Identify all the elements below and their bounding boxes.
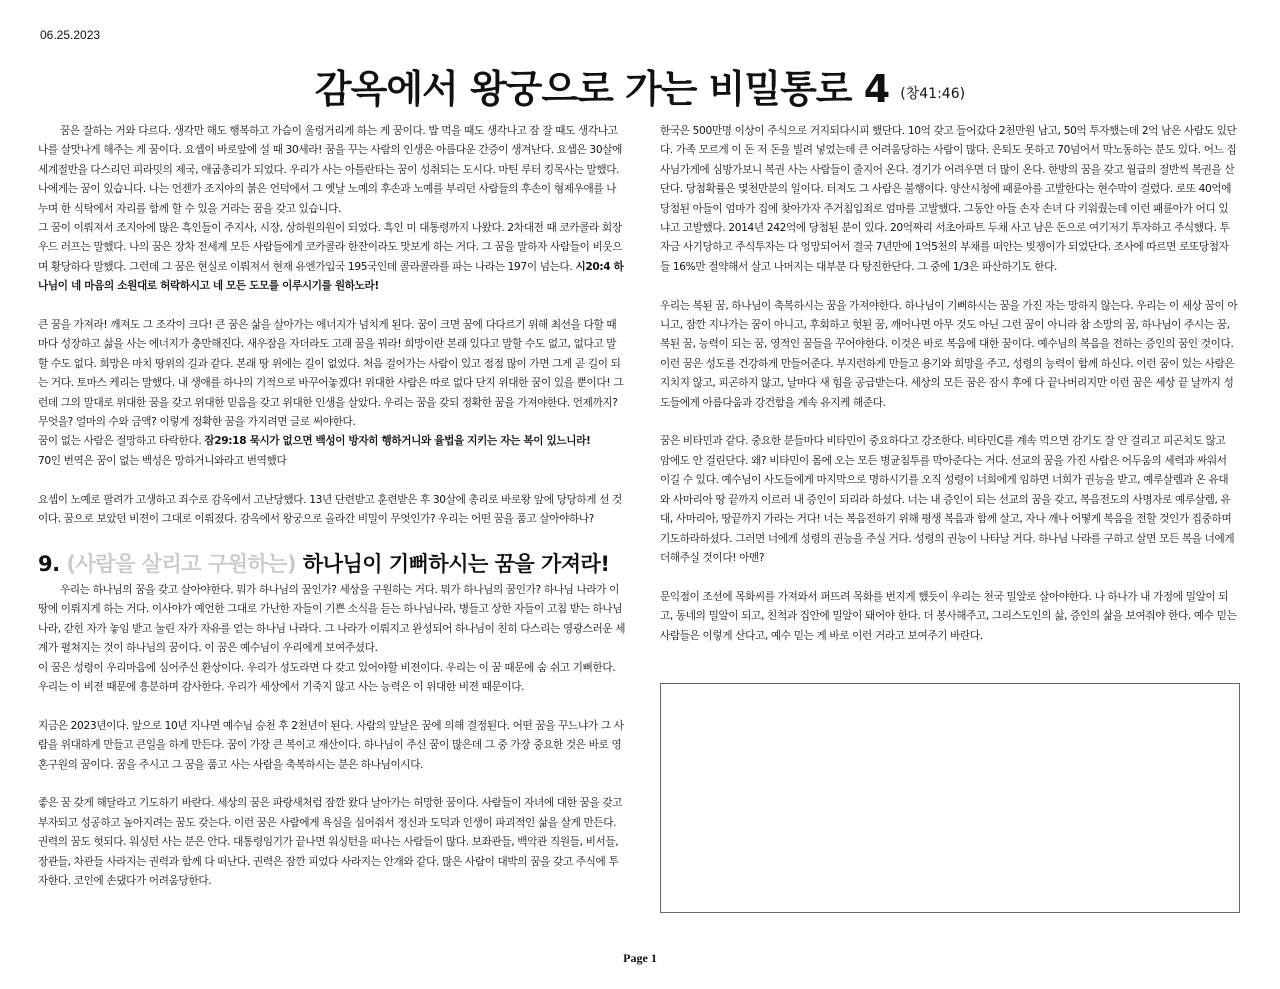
- page-title: 감옥에서 왕궁으로 가는 비밀통로 4: [314, 67, 890, 111]
- paragraph-text: 그 꿈이 이뤄져서 조지아에 많은 흑인들이 주지사, 시장, 상하원의원이 되었다. 흑인 미 대통령까지 나왔다. 2차대전 때 코카콜라 회장 우드 러프는 말했다. 나의 꿈은 장차 전세계 모든 사람들에게 코카콜라 한잔이라도 맛보게 하는 거다. 그 꿈을 말하자 사람들이 비웃으며 황당하다 말했다. 그런데 그 꿈은 현실로 이뤄져서 현재 유엔가입국 195국인데 콜라콜라를 파는 나라는 197이 넘는다.: [38, 222, 623, 273]
- heading-parenthetical: (사람을 살리고 구원하는): [66, 551, 297, 576]
- scripture-reference: (창41:46): [900, 86, 966, 102]
- paragraph: [38, 219, 626, 297]
- heading-number: 9.: [38, 551, 60, 576]
- paragraph-text: 꿈이 없는 사람은 절망하고 타락한다.: [38, 435, 202, 448]
- paragraph: 요셉이 노예로 팔려가 고생하고 죄수로 감옥에서 고난당했다. 13년 단련받고 훈련받은 후 30살에 총리로 바로왕 앞에 당당하게 선 것이다. 꿈으로 보았던 비젼이 그대로 이뤄졌다. 감옥에서 왕궁으로 올라간 비밀이 무엇인가? 우리는 어떤 꿈을 품고 살아야하나?: [38, 493, 622, 526]
- paragraph: 큰 꿈을 가져라! 깨져도 그 조각이 크다! 큰 꿈은 삶을 살아가는 에너지가 넘치게 된다. 꿈이 크면 꿈에 다다르기 위해 최선을 다할 때마다 성장하고 삶을 사는 에너지가 충만해진다. 새우잠을 자더라도 고래 꿈을 꿔라! 희망이란 본래 있다고 말할 수도 없고, 없다고 말할 수도 없다. 희망은 마치 땅위의 길과 같다. 본래 땅 위에는 길이 없었다. 처음 걸어가는 사람이 있고 점점 많이 가면 그게 곧 길이 되는 거다. 토마스 케리는 말했다. 내 생애를 하나의 기적으로 바꾸어놓겠다! 위대한 사람은 따로 없다 단지 위대한 꿈이 있을 뿐이다! 그런데 그의 말대로 위대한 꿈을 갖고 위대한 믿음을 갖고 위대한 인생을 살았다. 우리는 꿈을 갖되 정확한 꿈을 가져야한다. 언제까지? 무엇을? 얼마의 수와 금액? 이렇게 정확한 꿈을 가지려면 글로 써야한다.: [38, 319, 624, 429]
- left-column: [38, 122, 626, 911]
- paragraph: 지금은 2023년이다. 앞으로 10년 지나면 예수님 승천 후 2천년이 된다. 사람의 앞날은 꿈에 의해 결정된다. 어떤 꿈을 꾸느냐가 그 사람을 위대하게 만들고 큰일을 하게 만든다. 꿈이 가장 큰 복이고 재산이다. 하나님이 주신 꿈이 많은데 그 중 가장 중요한 것은 바로 영혼구원의 꿈이다. 꿈을 주시고 그 꿈을 품고 사는 사람을 축복하시는 분은 하나님이시다.: [38, 719, 624, 771]
- paragraph: 이 꿈은 성령이 우리마음에 심어주신 환상이다. 우리가 성도라면 다 갖고 있어야할 비젼이다. 우리는 이 꿈 때문에 숨 쉬고 기뻐한다. 우리는 이 비젼 때문에 흥분하며 감사한다. 우리가 세상에서 기죽지 않고 사는 능력은 이 위대한 비젼 때문이다.: [38, 661, 616, 693]
- title-block: [0, 58, 1280, 113]
- paragraph: 70인 번역은 꿈이 없는 백성은 망하거니와라고 번역했다: [38, 454, 287, 467]
- paragraph: 문익점이 조선에 목화씨를 가져와서 퍼뜨려 목화를 번지게 했듯이 우리는 천국 밀알로 살아야한다. 나 하나가 내 가정에 밀알이 되고, 동네의 밀알이 되고, 친척과 집안에 밀알이 돼어야 한다. 더 봉사해주고, 그리스도인의 삶, 증인의 삶을 보여줘야 한다. 예수 믿는 사람들은 이렇게 산다고, 예수 믿는 게 바로 이런 거라고 보여주기 바란다.: [660, 590, 1237, 642]
- section-heading: [38, 549, 626, 579]
- right-column: [660, 122, 1238, 665]
- paragraph: 꿈은 잘하는 거와 다르다. 생각만 해도 행복하고 가슴이 울렁거리게 하는 게 꿈이다. 밥 먹을 때도 생각나고 잠 잘 때도 생각나고 나를 살맛나게 해주는 게 꿈이다. 요셉이 바로앞에 설 때 30세라! 꿈을 꾸는 사람의 인생은 아름다운 간증이 생겨난다. 요셉은 30살에 세계절반을 다스리던 피라밋의 제국, 애굽총리가 되었다. 우리가 사는 아틀란타는 꿈이 성취되는 도시다. 마틴 루터 킹목사는 말했다. 나에게는 꿈이 있습니다. 나는 언젠가 조지아의 붉은 언덕에서 그 옛날 노예의 후손과 노예를 부리던 사람들의 후손이 형제우애를 나누며 한 식탁에서 자리를 함께 할 수 있을 거라는 꿈을 갖고 있습니다.: [38, 125, 622, 215]
- page-number: Page 1: [623, 951, 657, 965]
- paragraph: 한국은 500만명 이상이 주식으로 거지되다시피 했단다. 10억 갖고 들어갔다 2천만원 남고, 50억 투자했는데 2억 남은 사람도 있단다. 가족 모르게 이 돈 저 돈을 빌려 넣었는데 큰 어려움당하는 사람이 많다. 은퇴도 못하고 70넘어서 막노동하는 분도 있다. 어느 집사님가게에 심방가보니 복권 사는 사람들이 줄지어 온다. 경기가 어려우면 더 많이 온다. 한방의 꿈을 갖고 월급의 절반씩 복권을 산단다. 당첨확률은 몇천만분의 일이다. 터져도 그 사람은 불행이다. 양산시청에 패륜아를 고발한다는 현수막이 걸렸다. 로또 40억에 당첨된 아들이 엄마가 집에 찾아가자 주거침입죄로 엄마를 고발했다. 그동안 아들 손자 손녀 다 키워줬는데 이런 패륜아가 어디 있냐고 고발했다. 2014년 242억에 당첨된 분이 있다. 20억짜리 서초아파트 두채 사고 남은 돈으로 여기저기 투자하고 주식했다. 투자금 사기당하고 주식투자는 다 엉망되어서 결국 7년만에 1억5천의 부채를 떠안는 빚쟁이가 되었단다. 조사에 따르면 로또당첨자들 16%만 절약해서 살고 나머지는 대부분 다 탕진한단다. 그 중에 1/3은 파산하기도 한다.: [660, 125, 1237, 273]
- heading-text: 하나님이 기뻐하시는 꿈을 가져라!: [302, 551, 610, 576]
- scripture-verse: 시20:4 하나님이 네 마음의 소원대로 허락하시고 네 모든 도모를 이루시기를 원하노라!: [38, 260, 624, 293]
- empty-notes-box: [660, 683, 1240, 913]
- paragraph: 우리는 하나님의 꿈을 갖고 살아야한다. 뭐가 하나님의 꿈인가? 세상을 구원하는 거다. 뭐가 하나님의 꿈인가? 하나님 나라가 이 땅에 이뤄지게 하는 거다. 이사야가 예언한 그대로 가난한 자들이 기쁜 소식을 듣는 하나님나라, 병들고 상한 자들이 고침 받는 하나님나라, 갇힌 자가 놓임 받고 눌린 자가 자유를 얻는 하나님 나라다. 그 나라가 이뤄지고 완성되어 하나님이 친히 다스리는 영광스러운 세계가 펼쳐지는 것이 하나님의 꿈이다. 이 꿈은 예수님이 우리에게 보여주셨다.: [38, 583, 626, 655]
- paragraph: 꿈은 비타민과 같다. 중요한 분들마다 비타민이 중요하다고 강조한다. 비타민C를 계속 먹으면 감기도 잘 안 걸리고 피곤치도 않고 암에도 안 걸린단다. 왜? 비타민이 몸에 오는 모든 병균침투를 막아준다는 거다. 선교의 꿈을 가진 사람은 어두움의 세력과 싸워서 이길 수 있다. 예수님이 사도들에게 마지막으로 명하시기를 오직 성령이 너희에게 임하면 너희가 권능을 받고, 예루살렘과 온 유대와 사마리아 땅 끝까지 이르러 내 증인이 되리라 하셨다. 너는 내 증인이 되는 선교의 꿈을 갖고, 복음전도의 사명자로 예루살렘, 유대, 사마리아, 땅끝까지 가라는 거다! 너는 복음전하기 위해 평생 복음과 함께 살고, 자나 깨나 어떻게 복음을 전할 것인가 집중하며 기도하라하셨다. 그러면 너에게 성령의 권능을 주실 거다. 성령의 권능이 나타날 거다. 하나님 나라를 구하고 살면 모든 복을 너에게 더해주실 것이다! 아멘?: [660, 435, 1235, 564]
- paragraph: 좋은 꿈 갖게 해달라고 기도하기 바란다. 세상의 꿈은 파랑새처럼 잠깐 왔다 날아가는 허망한 꿈이다. 사람들이 자녀에 대한 꿈을 갖고 부자되고 성공하고 높아지려는 꿈도 갖는다. 이런 꿈은 사람에게 욕심을 심어줘서 정신과 도덕과 인생이 파괴적인 삶을 살게 만든다. 권력의 꿈도 헛되다. 워싱턴 사는 분은 안다. 대통령임기가 끝나면 워싱턴을 떠나는 사람들이 많다. 보좌관들, 백악관 직원들, 비서들, 장관들, 차관들 사라지는 권력과 함께 다 떠난다. 권력은 잠깐 피었다 사라지는 안개와 같다. 많은 사람이 대박의 꿈을 갖고 주식에 투자한다. 코인에 손댔다가 어려움당한다.: [38, 797, 623, 887]
- paragraph: [38, 432, 626, 451]
- scripture-verse: 잠29:18 묵시가 없으면 백성이 방자히 행하거니와 율법을 지키는 자는 복이 있느니라!: [204, 435, 591, 448]
- date-label: 06.25.2023: [40, 28, 101, 42]
- paragraph: 우리는 복된 꿈, 하나님이 축복하시는 꿈을 가져야한다. 하나님이 기뻐하시는 꿈을 가진 자는 망하지 않는다. 우리는 이 세상 꿈이 아니고, 잠깐 지나가는 꿈이 아니고, 후회하고 헛된 꿈, 깨어나면 아무 것도 아닌 그런 꿈이 아니라 참 소망의 꿈, 하나님이 주시는 꿈, 복된 꿈, 능력이 되는 꿈, 영적인 꿈들을 꾸어야한다. 이것은 바로 복음에 대한 꿈이다. 예수님의 복음을 전하는 증인의 꿈인 것이다. 이런 꿈은 성도를 건강하게 만들어준다. 부지런하게 만들고 용기와 희망을 주고, 성령의 능력이 함께 하신다. 이런 꿈이 있는 사람은 지치지 않고, 피곤하지 않고, 날마다 새 힘을 공급받는다. 세상의 모든 꿈은 잠시 후에 다 끝나버리지만 이런 꿈은 세상 끝 날까지 성도들에게 아름다움과 강건함을 계속 유지케 해준다.: [660, 299, 1238, 409]
